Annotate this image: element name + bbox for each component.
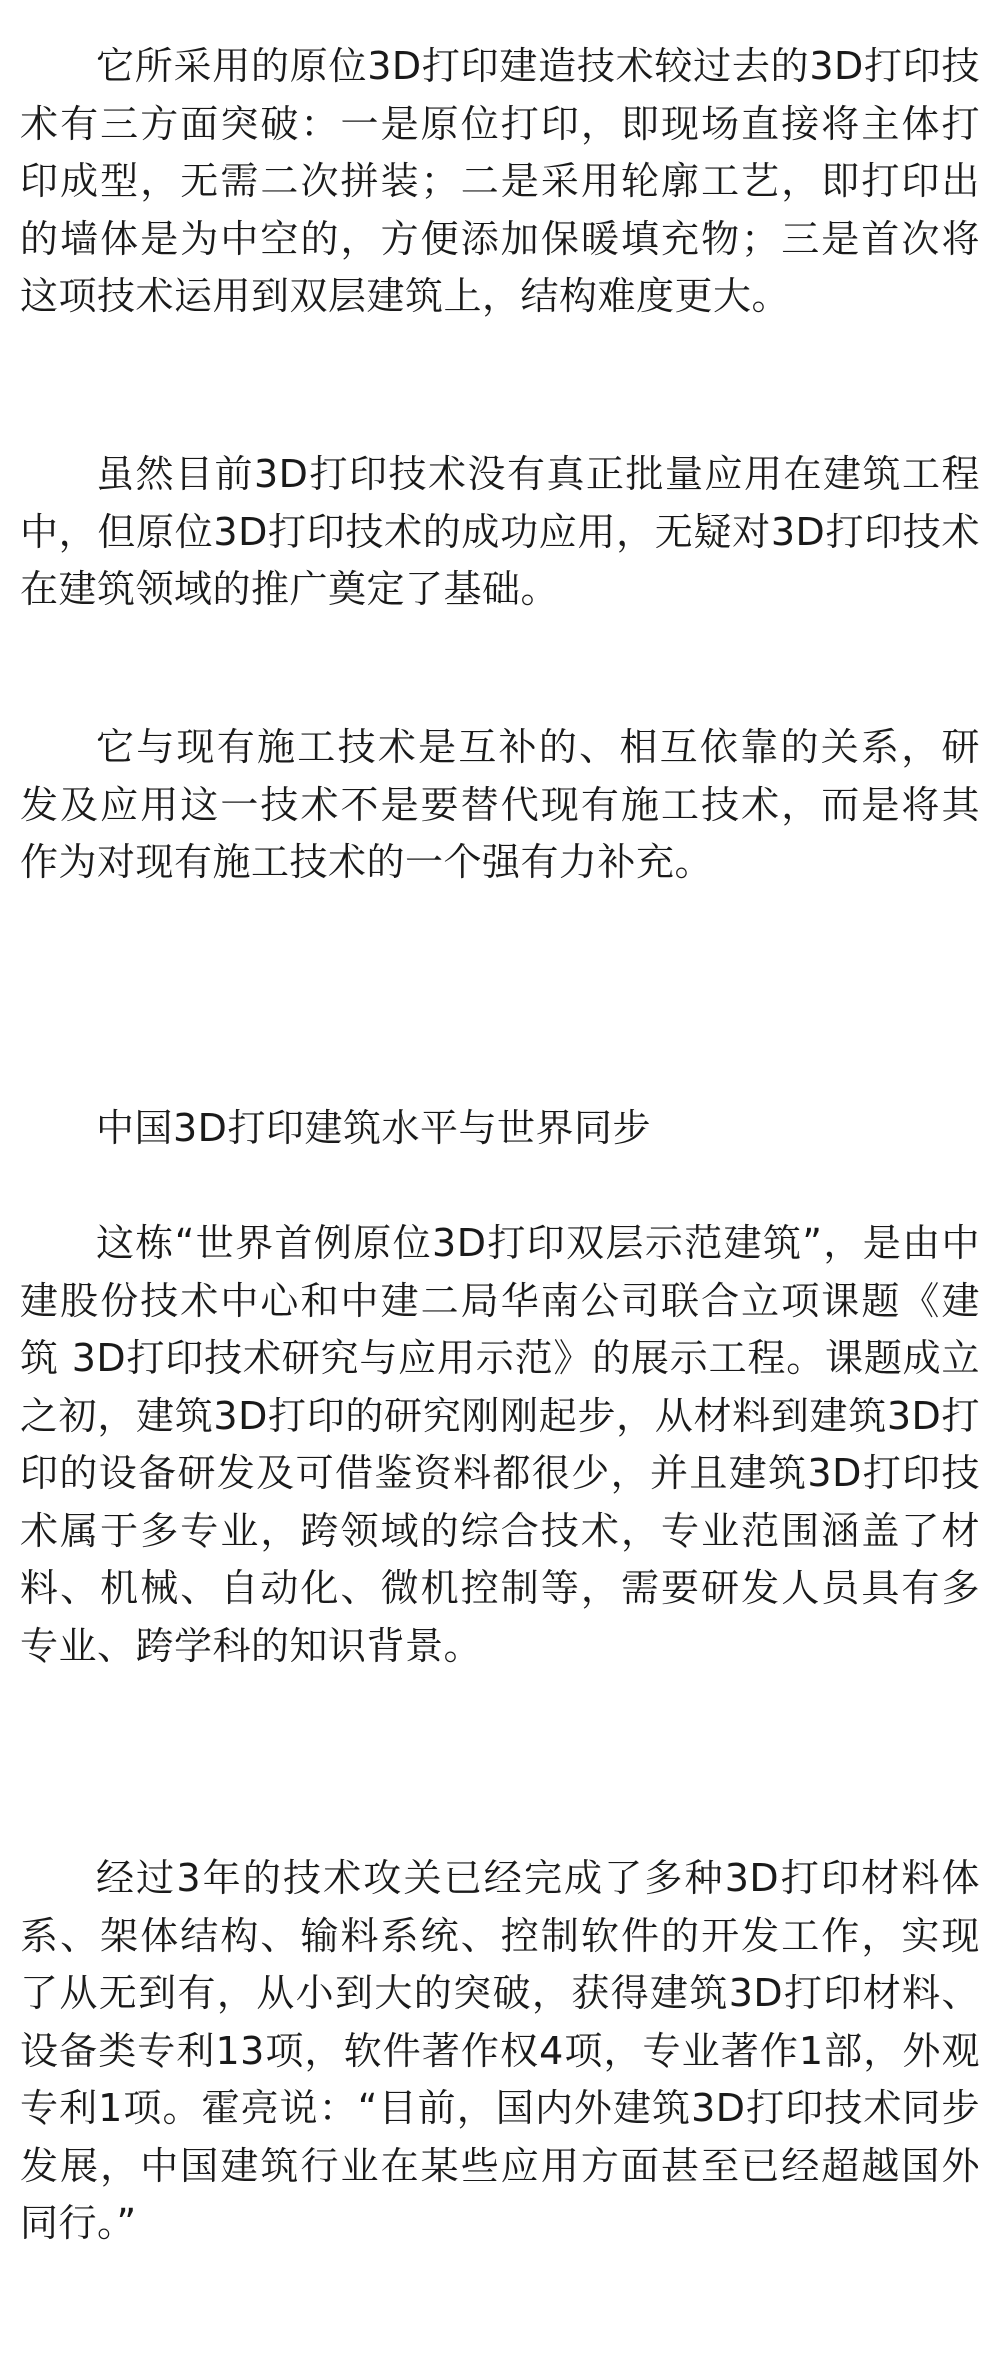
article-paragraph: 经过3年的技术攻关已经完成了多种3D打印材料体系、架体结构、输料系统、控制软件的开发工作，实现了从无到有，从小到大的突破，获得建筑3D打印材料、设备类专利13项，软件著作权4项，专业著作1部，外观专利1项。霍亮说：“目前，国内外建筑3D打印技术同步发展，中国建筑行业在某些应用方面甚至已经超越国外同行。” (20, 1856, 980, 2245)
article-paragraph: 这栋“世界首例原位3D打印双层示范建筑”，是由中建股份技术中心和中建二局华南公司联合立项课题《建筑 3D打印技术研究与应用示范》的展示工程。课题成立之初，建筑3D打印的研究刚刚起步，从材料到建筑3D打印的设备研发及可借鉴资料都很少，并且建筑3D打印技术属于多专业，跨领域的综合技术，专业范围涵盖了材料、机械、自动化、微机控制等，需要研发人员具有多专业、跨学科的知识背景。 (20, 1221, 980, 1668)
article-paragraph: 它与现有施工技术是互补的、相互依靠的关系，研发及应用这一技术不是要替代现有施工技术，而是将其作为对现有施工技术的一个强有力补充。 (20, 725, 980, 884)
section-subheading: 中国3D打印建筑水平与世界同步 (96, 1106, 651, 1150)
article-paragraph: 它所采用的原位3D打印建造技术较过去的3D打印技术有三方面突破：一是原位打印，即现场直接将主体打印成型，无需二次拼装；二是采用轮廓工艺，即打印出的墙体是为中空的，方便添加保暖填充物；三是首次将这项技术运用到双层建筑上，结构难度更大。 (20, 44, 980, 318)
article-paragraph: 虽然目前3D打印技术没有真正批量应用在建筑工程中，但原位3D打印技术的成功应用，无疑对3D打印技术在建筑领域的推广奠定了基础。 (20, 452, 980, 611)
